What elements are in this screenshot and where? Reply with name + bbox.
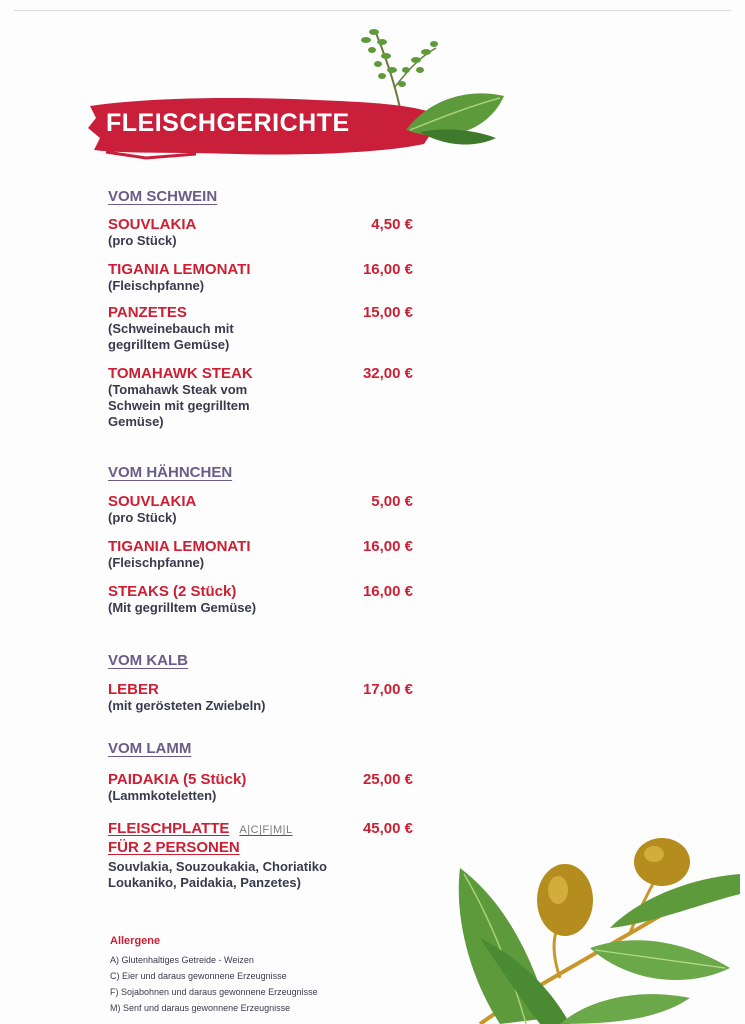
allergen-title: Allergene: [110, 935, 161, 947]
item-price: 4,50 €: [371, 216, 413, 233]
item-price: 15,00 €: [362, 304, 413, 321]
section-heading-haehnchen: VOM HÄHNCHEN: [108, 464, 233, 481]
section-heading-schwein: VOM SCHWEIN: [108, 188, 218, 205]
platter-name-line2: FÜR 2 PERSONEN: [108, 839, 240, 856]
menu-item: [108, 304, 413, 353]
item-price: 17,00 €: [362, 681, 413, 698]
section-heading-lamm: VOM LAMM: [108, 740, 192, 757]
olive-leaf-icon: [400, 88, 510, 158]
item-description: (Schweinebauch mit gegrilltem Gemüse): [108, 321, 234, 352]
item-description: (Fleischpfanne): [108, 555, 205, 570]
item-description: (pro Stück): [108, 510, 177, 525]
item-price: 32,00 €: [362, 365, 413, 382]
item-description: (Lammkoteletten): [108, 788, 217, 803]
menu-item: [108, 771, 413, 804]
item-name: PAIDAKIA (5 Stück): [108, 771, 247, 788]
item-description: (pro Stück): [108, 233, 177, 248]
item-price: 16,00 €: [362, 583, 413, 600]
item-price: 25,00 €: [362, 771, 413, 788]
platter-name-line1: FLEISCHPLATTE: [108, 820, 230, 837]
allergen-item: C) Eier und daraus gewonnene Erzeugnisse: [110, 971, 287, 981]
title-banner: [86, 92, 436, 162]
platter-allergen-codes: A|C|F|M|L: [239, 824, 293, 836]
item-name: STEAKS (2 Stück): [108, 583, 237, 600]
olive-branch-icon: [440, 838, 740, 1024]
item-name: PANZETES: [108, 304, 187, 321]
menu-item-platter: [108, 820, 413, 891]
section-heading-kalb: VOM KALB: [108, 652, 188, 669]
menu-item: [108, 493, 413, 526]
item-description: (mit gerösteten Zwiebeln): [108, 698, 266, 713]
menu-item: [108, 216, 413, 249]
item-description: (Mit gegrilltem Gemüse): [108, 600, 257, 615]
platter-description: Souvlakia, Souzoukakia, Choriatiko Loukaniko, Paidakia, Panzetes): [108, 859, 327, 890]
item-price: 16,00 €: [362, 261, 413, 278]
item-name: TIGANIA LEMONATI: [108, 261, 251, 278]
page-title: FLEISCHGERICHTE: [106, 109, 350, 137]
item-price: 16,00 €: [362, 538, 413, 555]
item-name: TOMAHAWK STEAK: [108, 365, 253, 382]
menu-item: [108, 261, 413, 294]
allergen-item: M) Senf und daraus gewonnene Erzeugnisse: [110, 1003, 291, 1013]
allergen-item: A) Glutenhaltiges Getreide - Weizen: [110, 955, 254, 965]
item-description: (Fleischpfanne): [108, 278, 205, 293]
menu-item: [108, 365, 413, 430]
item-name: TIGANIA LEMONATI: [108, 538, 251, 555]
allergen-list: [110, 952, 318, 1016]
item-name: SOUVLAKIA: [108, 493, 197, 510]
item-name: LEBER: [108, 681, 159, 698]
allergen-item: F) Sojabohnen und daraus gewonnene Erzeugnisse: [110, 987, 318, 997]
item-name: SOUVLAKIA: [108, 216, 197, 233]
menu-item: [108, 538, 413, 571]
item-description: (Tomahawk Steak vom Schwein mit gegrilltem Gemüse): [108, 382, 250, 429]
menu-item: [108, 681, 413, 714]
item-price: 5,00 €: [371, 493, 413, 510]
page-top-rule: [14, 10, 731, 11]
platter-price: 45,00 €: [362, 820, 413, 837]
menu-item: [108, 583, 413, 616]
